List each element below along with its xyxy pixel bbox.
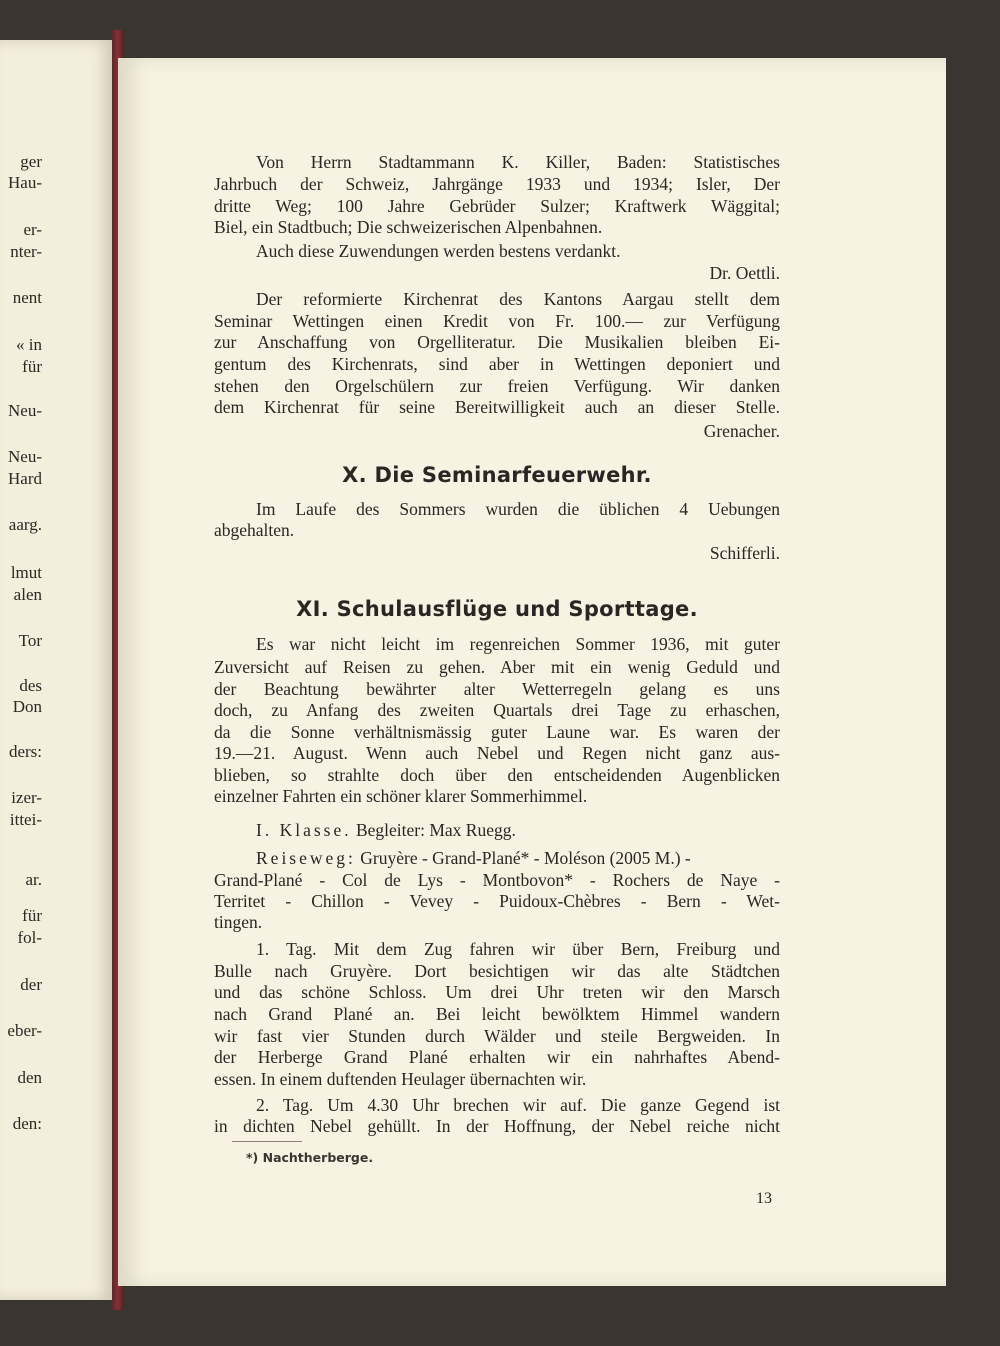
text-line: stehen den Orgelschülern zur freien Verfügung. Wir danken [214, 376, 780, 396]
text-line: Der reformierte Kirchenrat des Kantons Aargau stellt dem [256, 289, 780, 309]
text-line: Es war nicht leicht im regenreichen Sommer 1936, mit guter [256, 634, 780, 654]
left-fragment: Tor [18, 631, 42, 650]
text-line: da die Sonne verhältnismässig guter Laune war. Es waren der [214, 722, 780, 742]
footnote: *) Nachtherberge. [246, 1150, 374, 1165]
left-fragment: Don [12, 697, 42, 716]
left-fragment: er- [23, 220, 42, 239]
klasse-label: I. Klasse. [256, 820, 352, 840]
text-line: der Herberge Grand Plané erhalten wir ein nahrhaftes Abend- [214, 1047, 780, 1067]
page-number: 13 [756, 1190, 772, 1207]
text-line: Bulle nach Gruyère. Dort besichtigen wir das alte Städtchen [214, 961, 780, 981]
text-line: 19.—21. August. Wenn auch Nebel und Regen nicht ganz aus- [214, 743, 780, 763]
left-fragment: Neu- [8, 401, 42, 420]
left-fragment: Neu- [8, 447, 42, 466]
text-line: abgehalten. [214, 520, 295, 540]
signature: Dr. Oettli. [709, 263, 780, 283]
left-fragment: alen [13, 585, 42, 604]
reiseweg-label: Reiseweg: [256, 848, 356, 868]
text-line: Zuversicht auf Reisen zu gehen. Aber mit ein wenig Geduld und [214, 657, 780, 677]
text-line: dritte Weg; 100 Jahre Gebrüder Sulzer; Kraftwerk Wäggital; [214, 196, 780, 216]
left-fragment: Hau- [8, 173, 42, 192]
left-fragment: eber- [7, 1021, 42, 1040]
text-line: doch, zu Anfang des zweiten Quartals drei Tage zu erhaschen, [214, 700, 780, 720]
text-line: gentum des Kirchenrats, sind aber in Wettingen deponiert und [214, 354, 780, 374]
text-line: essen. In einem duftenden Heulager übernachten wir. [214, 1069, 587, 1089]
footnote-rule [232, 1141, 302, 1142]
left-fragment: für [22, 357, 42, 376]
text-line: nach Grand Plané an. Bei leicht bewölktem Himmel wandern [214, 1004, 780, 1024]
text-line: dem Kirchenrat für seine Bereitwilligkeit auch an dieser Stelle. [214, 397, 780, 417]
text-line: in dichten Nebel gehüllt. In der Hoffnung, der Nebel reiche nicht [214, 1116, 780, 1136]
text-line: Jahrbuch der Schweiz, Jahrgänge 1933 und 1934; Isler, Der [214, 174, 780, 194]
text-line: der Beachtung bewährter alter Wetterregeln gelang es uns [214, 679, 780, 699]
left-fragment: für [22, 906, 42, 925]
text-line: einzelner Fahrten ein schöner klarer Sommerhimmel. [214, 786, 588, 806]
left-fragment: nter- [10, 242, 42, 261]
text-line: Von Herrn Stadtammann K. Killer, Baden: Statistisches [256, 152, 780, 172]
left-fragment: ittei- [9, 810, 42, 829]
left-fragment: nent [12, 288, 42, 307]
reiseweg-rest: Gruyère - Grand-Plané* - Moléson (2005 M.) - [355, 848, 691, 868]
text-line: 2. Tag. Um 4.30 Uhr brechen wir auf. Die ganze Gegend ist [256, 1095, 780, 1115]
signature: Schifferli. [709, 543, 780, 563]
text-line: Seminar Wettingen einen Kredit von Fr. 100.— zur Verfügung [214, 311, 780, 331]
left-fragment: lmut [10, 563, 42, 582]
left-fragment: fol- [17, 928, 42, 947]
text-line: 1. Tag. Mit dem Zug fahren wir über Bern, Freiburg und [256, 939, 780, 959]
left-fragment: ar. [25, 870, 42, 889]
klasse-rest: Begleiter: Max Ruegg. [351, 820, 516, 840]
left-fragment: izer- [11, 788, 42, 807]
left-fragment: des [19, 676, 42, 695]
left-fragment: « in [16, 335, 42, 354]
text-line: und das schöne Schloss. Um drei Uhr treten wir den Marsch [214, 982, 780, 1002]
left-fragment: ders: [8, 742, 42, 761]
section-heading: X. Die Seminarfeuerwehr. [342, 463, 652, 487]
text-line: Auch diese Zuwendungen werden bestens verdankt. [256, 241, 621, 261]
left-fragment: den: [12, 1114, 42, 1133]
left-fragment: Hard [8, 469, 42, 488]
text-line: blieben, so strahlte doch über den entscheidenden Augenblicken [214, 765, 780, 785]
text-line [256, 848, 780, 869]
text-line: tingen. [214, 912, 263, 932]
left-fragment: der [20, 975, 42, 994]
text-line: zur Anschaffung von Orgelliteratur. Die Musikalien bleiben Ei- [214, 332, 780, 352]
left-fragment: aarg. [8, 515, 42, 534]
left-page [0, 40, 114, 1300]
signature: Grenacher. [703, 421, 780, 441]
section-heading: XI. Schulausflüge und Sporttage. [296, 597, 698, 621]
text-line: Territet - Chillon - Vevey - Puidoux-Chèbres - Bern - Wet- [214, 891, 780, 911]
text-line: Biel, ein Stadtbuch; Die schweizerischen Alpenbahnen. [214, 217, 603, 237]
left-fragment: den [17, 1068, 42, 1087]
text-line: wir fast vier Stunden durch Wälder und steile Bergweiden. In [214, 1026, 780, 1046]
left-fragment: ger [20, 152, 42, 171]
text-line [256, 820, 822, 841]
text-line: Grand-Plané - Col de Lys - Montbovon* - Rochers de Naye - [214, 870, 780, 890]
text-line: Im Laufe des Sommers wurden die üblichen 4 Uebungen [256, 499, 780, 519]
